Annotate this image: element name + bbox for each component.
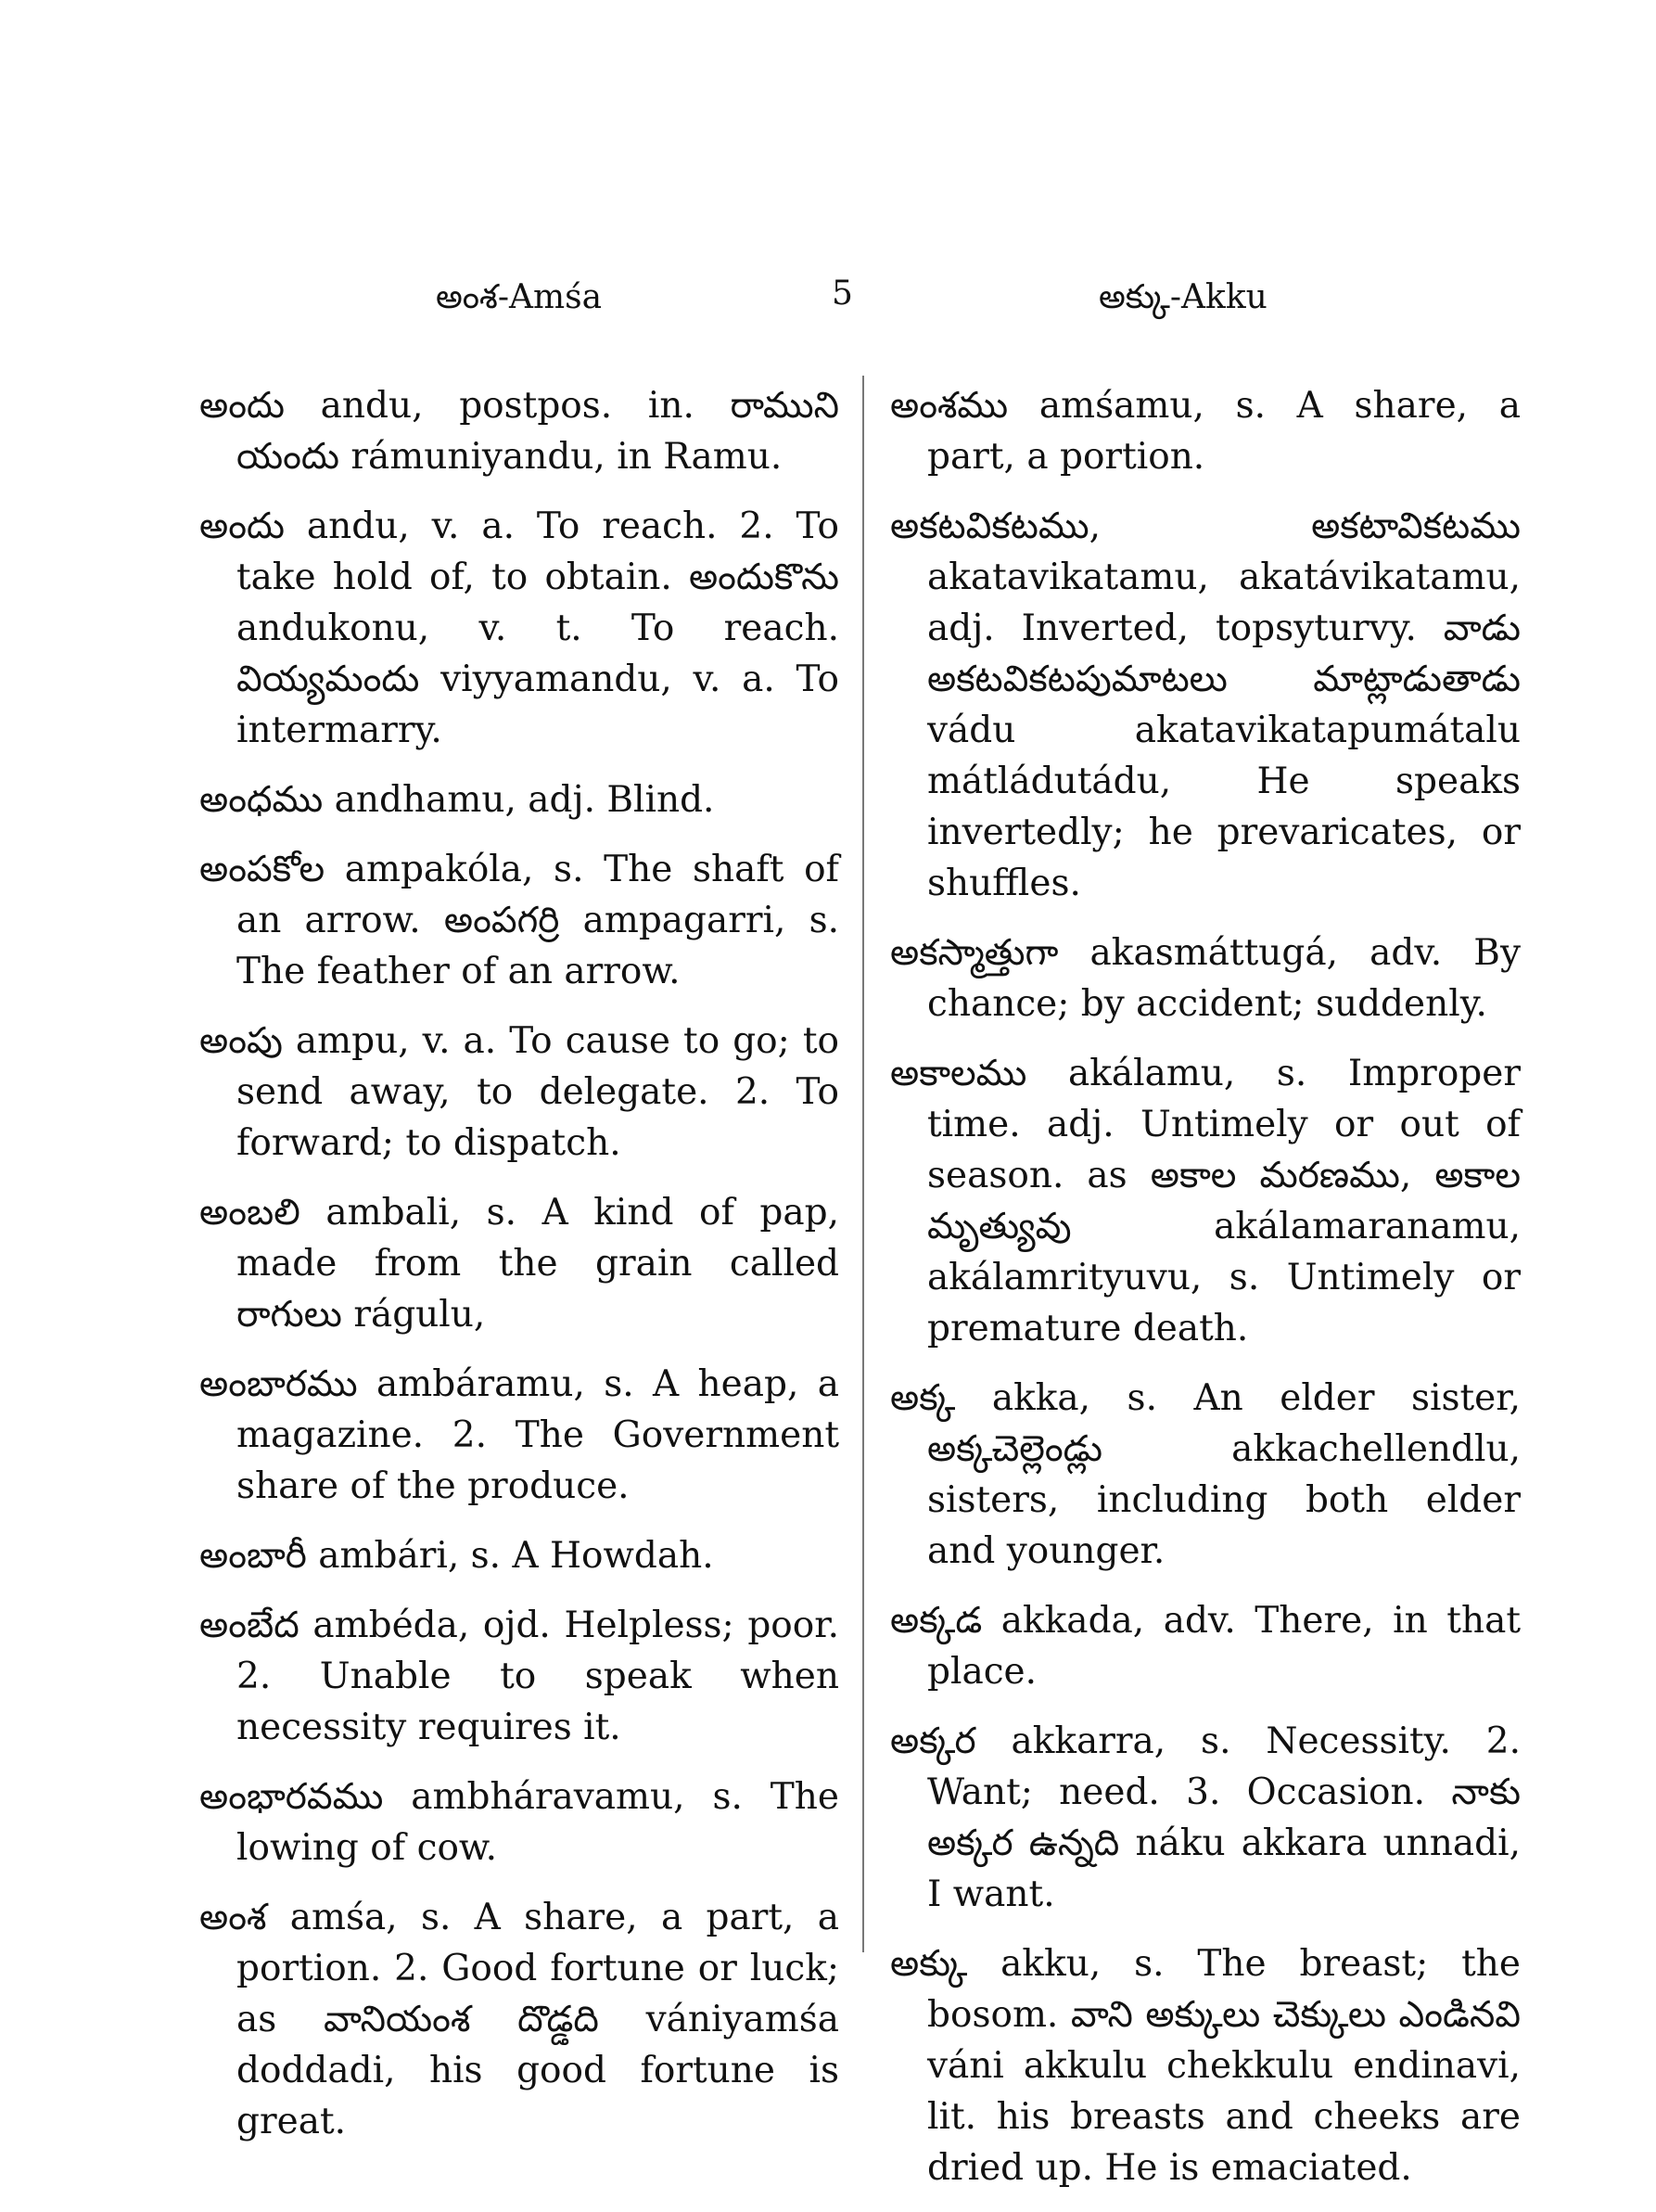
dictionary-entry: అంబారీ ambári, s. A Howdah. [199, 1535, 714, 1577]
dictionary-entry: అకటవికటము, అకటావికటము akatavikatamu, akatávikatamu, adj. Inverted, topsyturvy. వాడు అకటవికటపుమాటలు మాట్లాడుతాడు vádu akatavikatapumátalu mátládutádu, He speaks invertedly; he prevaricates, or shuffles. [890, 505, 1521, 904]
dictionary-entry: అంబేద ambéda, ojd. Helpless; poor. 2. Unable to speak when necessity requires it. [199, 1605, 839, 1748]
dictionary-entry: అకస్మాత్తుగా akasmáttugá, adv. By chance; by accident; suddenly. [890, 932, 1521, 1025]
dictionary-entry: అందు andu, postpos. in. రాముని యందు rámuniyandu, in Ramu. [199, 385, 839, 478]
dictionary-entry: అంపకోల ampakóla, s. The shaft of an arrow. అంపగర్రి ampagarri, s. The feather of an arrow. [199, 849, 839, 992]
dictionary-entry: అక్క akka, s. An elder sister, అక్కచెల్లెండ్లు akkachellendlu, sisters, including both elder and younger. [890, 1377, 1521, 1572]
dictionary-entry: అంశ amśa, s. A share, a part, a portion. 2. Good fortune or luck; as వానియంశ దొడ్డది vániyamśa doddadi, his good fortune is great. [199, 1897, 839, 2142]
dictionary-entry: అంబలి ambali, s. A kind of pap, made from the grain called రాగులు rágulu, [199, 1192, 839, 1336]
running-head-left: అంశ-Amśa [436, 278, 603, 316]
dictionary-entry: అంశము amśamu, s. A share, a part, a portion. [890, 385, 1521, 478]
dictionary-entry: అందు andu, v. a. To reach. 2. To take hold of, to obtain. అందుకొను andukonu, v. t. To reach. వియ్యమందు viyyamandu, v. a. To intermarry. [199, 505, 839, 751]
dictionary-entry: అంబారము ambáramu, s. A heap, a magazine. 2. The Government share of the produce. [199, 1363, 839, 1507]
column-divider [862, 376, 864, 1952]
dictionary-entry: అక్కు akku, s. The breast; the bosom. వాని అక్కులు చెక్కులు ఎండినవి váni akkulu chekkulu endinavi, lit. his breasts and cheeks are dried up. He is emaciated. [890, 1943, 1521, 2189]
dictionary-entry: అక్కడ akkada, adv. There, in that place. [890, 1600, 1521, 1693]
dictionary-entry: అంభారవము ambháravamu, s. The lowing of cow. [199, 1776, 839, 1869]
dictionary-entry: అంపు ampu, v. a. To cause to go; to send away, to delegate. 2. To forward; to dispatch. [199, 1020, 839, 1164]
running-head-right: అక్కు-Akku [1099, 278, 1267, 316]
left-column [199, 380, 839, 2166]
dictionary-entry: అకాలము akálamu, s. Improper time. adj. Untimely or out of season. as అకాల మరణము, అకాల మృత్యువు akálamaranamu, akálamrityuvu, s. Untimely or premature death. [890, 1053, 1521, 1349]
dictionary-entry: అంధము andhamu, adj. Blind. [199, 779, 715, 821]
page-number: 5 [832, 275, 853, 313]
dictionary-entry: అక్కర akkarra, s. Necessity. 2. Want; need. 3. Occasion. నాకు అక్కర ఉన్నది náku akkara unnadi, I want. [890, 1720, 1521, 1915]
right-column [890, 380, 1521, 2212]
